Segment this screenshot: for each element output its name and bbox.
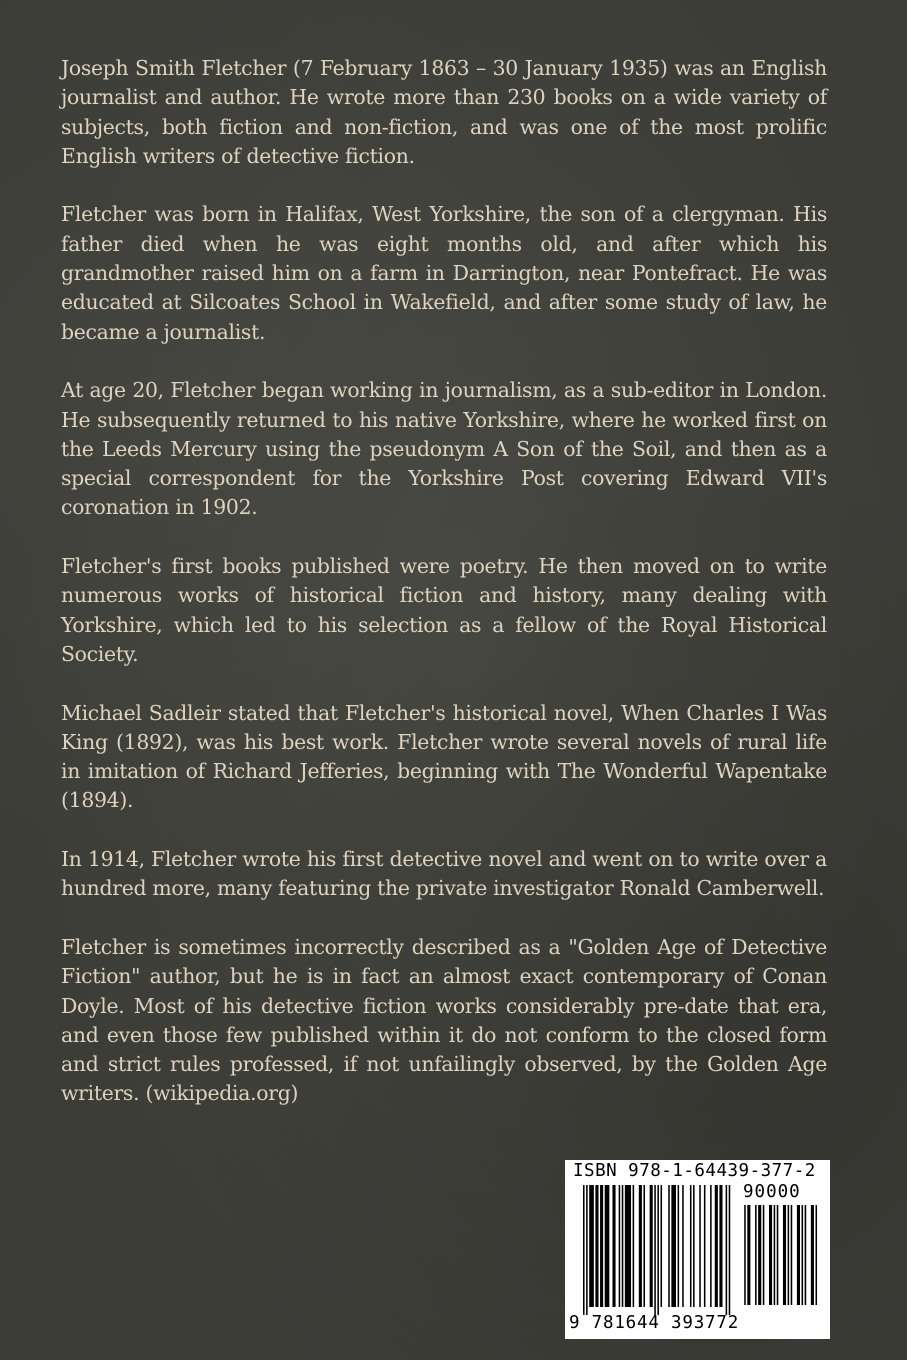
isbn-barcode bbox=[565, 1160, 830, 1339]
isbn-label: ISBN 978-1-64439-377-2 bbox=[573, 1161, 816, 1181]
barcode-bar bbox=[639, 1185, 642, 1307]
bio-paragraph-4: Fletcher's first books published were poetry. He then moved on to write numerous works of historical fiction and history, many dealing with Yorkshire, which led to his selection as a fellow of the Royal Historical Society. bbox=[61, 554, 827, 666]
barcode-bar bbox=[583, 1185, 585, 1315]
barcode-bar bbox=[729, 1185, 731, 1315]
barcode-bar bbox=[671, 1185, 676, 1307]
barcode-bar bbox=[633, 1185, 635, 1307]
barcode-bar bbox=[589, 1185, 594, 1307]
barcode-bar bbox=[699, 1185, 701, 1307]
barcode-bar bbox=[612, 1185, 615, 1307]
barcode-bar bbox=[726, 1185, 728, 1315]
barcode-bar bbox=[788, 1205, 790, 1305]
barcode-bar bbox=[605, 1185, 610, 1307]
bio-paragraph-1: Joseph Smith Fletcher (7 February 1863 – 30 January 1935) was an English journalist and author. He wrote more than 230 books on a wide variety of subjects, both fiction and non-fiction, and was one of the most prolific English writers of detective fiction. bbox=[61, 56, 827, 168]
barcode-bar bbox=[802, 1205, 804, 1305]
price-code: 90000 bbox=[743, 1182, 801, 1202]
barcode-bar bbox=[797, 1205, 800, 1305]
barcode-bar bbox=[678, 1185, 680, 1307]
barcode-bar bbox=[690, 1185, 692, 1307]
barcode-bar bbox=[816, 1205, 818, 1305]
barcode-bar bbox=[719, 1185, 722, 1307]
barcode-bar bbox=[619, 1185, 621, 1307]
barcode-bar bbox=[715, 1185, 718, 1307]
barcode-bar bbox=[622, 1185, 624, 1307]
barcode-bar bbox=[777, 1205, 779, 1305]
barcode-bar bbox=[654, 1185, 656, 1315]
barcode-bar bbox=[763, 1205, 765, 1305]
barcode-bar bbox=[774, 1205, 776, 1305]
barcode-bar bbox=[791, 1205, 793, 1305]
barcode-bar bbox=[595, 1185, 598, 1307]
barcode-bar bbox=[600, 1185, 603, 1307]
barcode-bar bbox=[682, 1185, 684, 1307]
barcode-bar bbox=[657, 1185, 659, 1315]
barcode-bar bbox=[805, 1205, 807, 1305]
barcode-bar bbox=[769, 1205, 772, 1305]
bio-paragraph-2: Fletcher was born in Halifax, West Yorkshire, the son of a clergyman. His father died when he was eight months old, and after which his grandmother raised him on a farm in Darrington, near Pontefract. He was educated at Silcoates School in Wakefield, and after some study of law, he became a journalist. bbox=[61, 202, 827, 344]
barcode-digits: 9 781644 393772 bbox=[569, 1313, 740, 1333]
barcode-bar bbox=[661, 1185, 663, 1307]
barcode-bar bbox=[783, 1205, 786, 1305]
barcode-bar bbox=[625, 1185, 631, 1307]
barcode-bar bbox=[758, 1205, 761, 1305]
barcode-bar bbox=[747, 1205, 750, 1305]
barcode-bar bbox=[668, 1185, 670, 1307]
barcode-bar bbox=[693, 1185, 695, 1307]
bio-paragraph-6: In 1914, Fletcher wrote his first detective novel and went on to write over a hundred more, many featuring the private investigator Ronald Camberwell. bbox=[61, 847, 827, 901]
bio-paragraph-3: At age 20, Fletcher began working in journalism, as a sub-editor in London. He subsequently returned to his native Yorkshire, where he worked first on the Leeds Mercury using the pseudonym A Son of the Soil, and then as a special correspondent for the Yorkshire Post covering Edward VII's coronation in 1902. bbox=[61, 378, 827, 520]
author-biography bbox=[61, 54, 827, 1138]
barcode-bar bbox=[710, 1185, 712, 1307]
barcode-bar bbox=[650, 1185, 653, 1307]
barcode-bar bbox=[704, 1185, 706, 1307]
barcode-bar bbox=[811, 1205, 814, 1305]
barcode-bar bbox=[643, 1185, 645, 1307]
barcode-bar bbox=[744, 1205, 746, 1305]
bio-paragraph-7: Fletcher is sometimes incorrectly described as a "Golden Age of Detective Fiction" author, but he is in fact an almost exact contemporary of Conan Doyle. Most of his detective fiction works considerably pre-date that era, and even those few published within it do not conform to the closed form and strict rules professed, if not unfailingly observed, by the Golden Age writers. (wikipedia.org) bbox=[61, 934, 827, 1106]
barcode-bar bbox=[755, 1205, 757, 1305]
barcode-bar bbox=[586, 1185, 588, 1315]
bio-paragraph-5: Michael Sadleir stated that Fletcher's historical novel, When Charles I Was King (1892), was his best work. Fletcher wrote several novels of rural life in imitation of Richard Jefferies, beginning with The Wonderful Wapentake (1894). bbox=[61, 700, 827, 813]
